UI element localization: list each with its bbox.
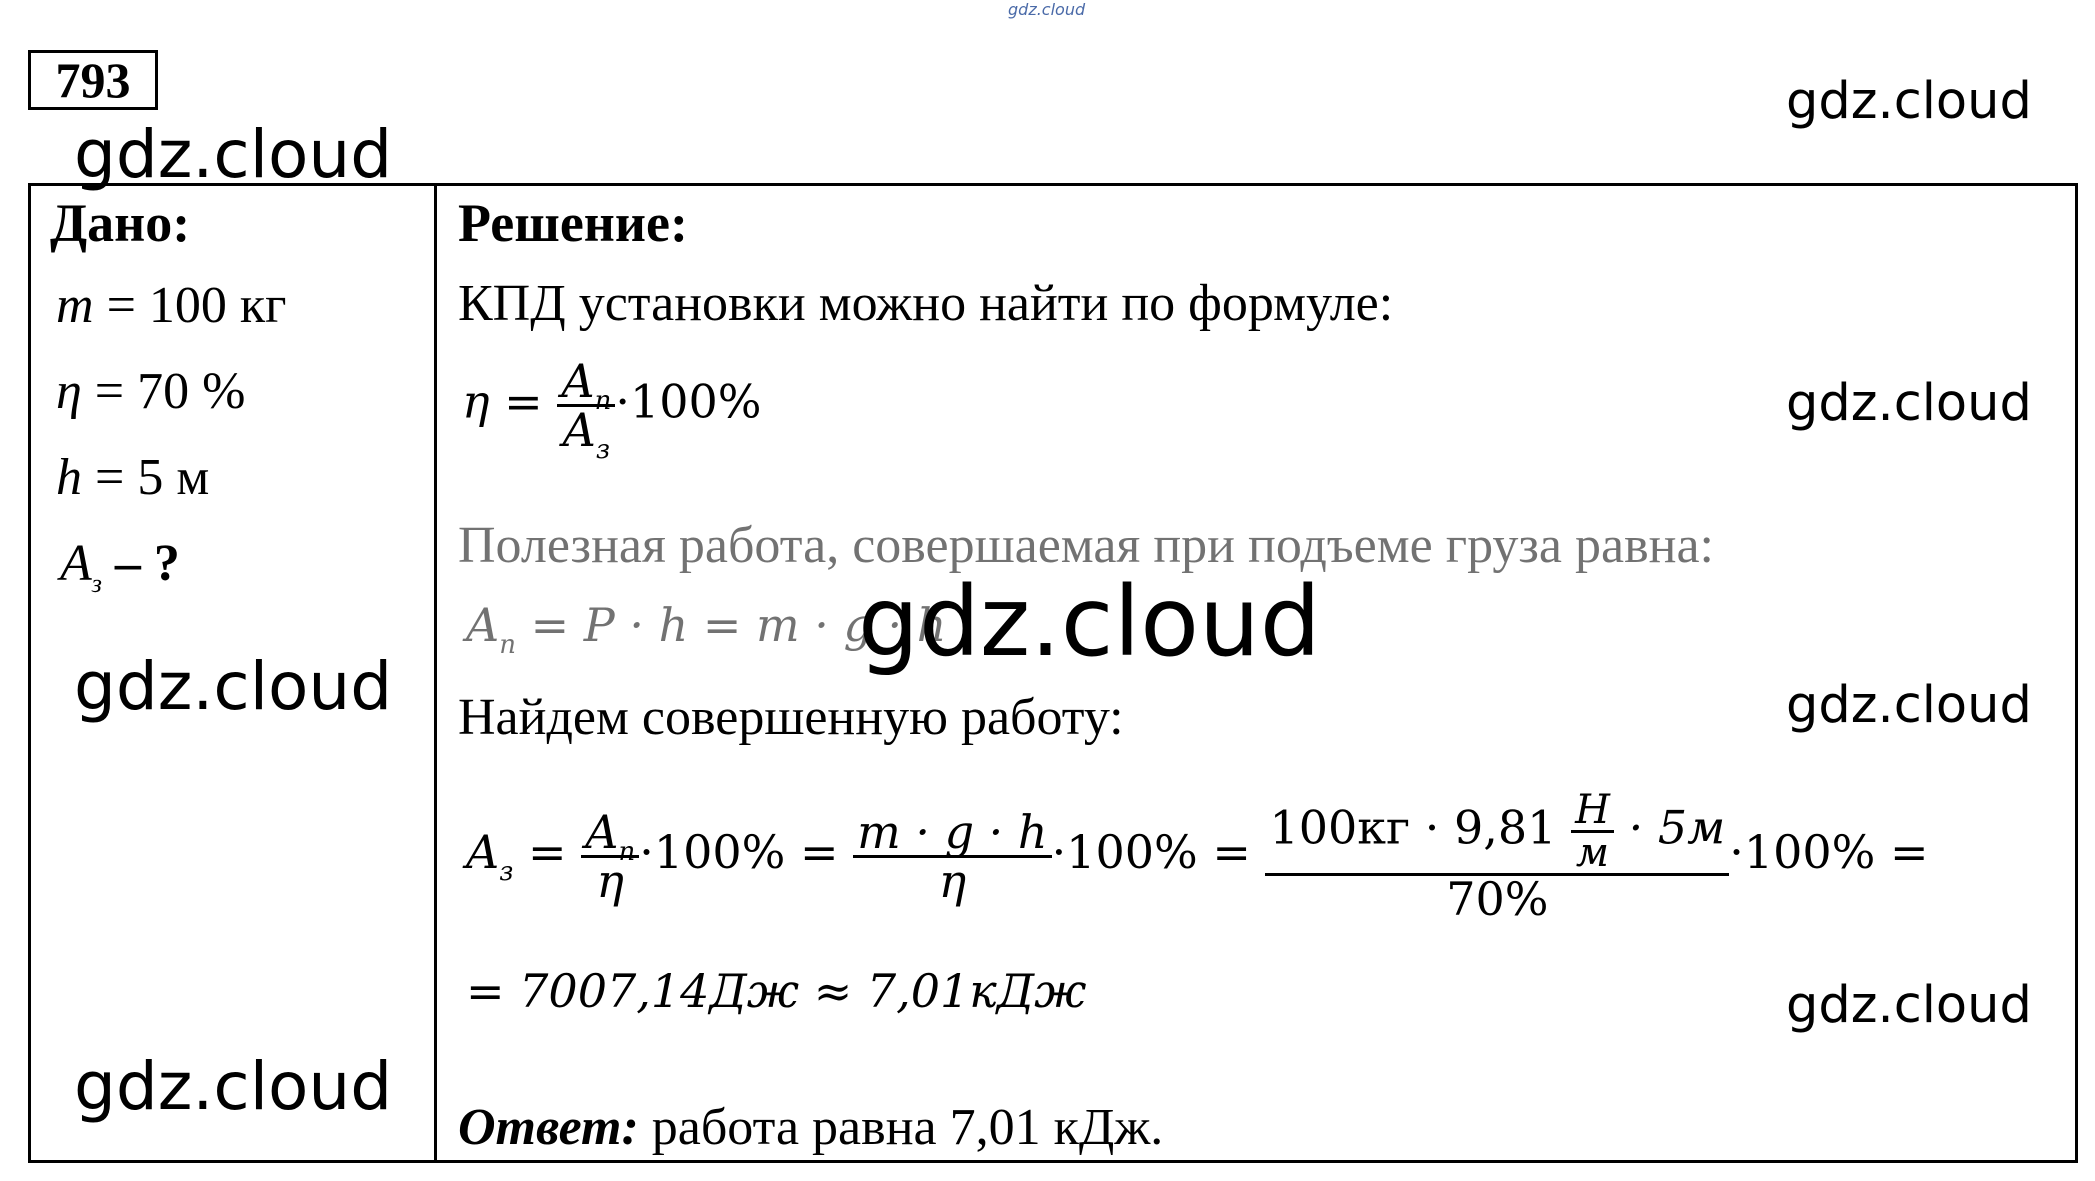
given-efficiency [56,363,246,420]
watermark: gdz.cloud [74,116,393,193]
unknown-mark: – ? [101,535,180,592]
solution-heading: Решение: [458,193,688,253]
unit-num: Н [1575,787,1610,833]
formula3-t3: ·100% = [1729,825,1929,879]
work-symbol: A [60,535,92,592]
formula3-fraction-1 [581,804,639,908]
given-unknown [60,535,180,598]
efficiency-value: = 70 % [81,363,246,420]
work-subscript: з [91,569,102,598]
formula3-t1: ·100% = [639,825,839,879]
watermark: gdz.cloud [1786,72,2032,131]
formula1-tail: ·100% [615,374,762,429]
height-symbol: h [56,449,82,506]
given-mass [56,277,287,334]
formula2-a-sub: п [499,630,516,660]
height-value: = 5 м [82,449,210,506]
formula3-f2-num: m · g · h [857,804,1048,859]
solution-line-2: Полезная работа, совершаемая при подъеме груза равна: [458,517,1714,574]
mass-symbol: m [56,277,94,334]
top-watermark: gdz.cloud [1008,0,1086,19]
formula1-num: A [561,354,595,408]
formula3-f1-num-sub: п [618,836,636,867]
efficiency-symbol: η [56,363,82,420]
watermark: gdz.cloud [1786,374,2032,433]
formula1-den: A [562,403,596,457]
answer-label: Ответ: [458,1099,639,1156]
formula1-den-sub: з [595,435,611,465]
watermark: gdz.cloud [1786,976,2032,1035]
formula3-lhs: A [466,825,500,879]
given-heading: Дано: [50,193,191,253]
watermark: gdz.cloud [858,566,1321,678]
formula3-f3-den: 70% [1446,872,1549,926]
formula3-eq1: = [528,825,567,879]
formula3-f2-den: η [938,853,967,908]
formula2-a: A [466,598,500,652]
formula3-f1-num: A [585,804,619,859]
unit-fraction [1571,787,1614,876]
answer-line [458,1099,1164,1156]
watermark: gdz.cloud [74,648,393,725]
watermark: gdz.cloud [1786,676,2032,735]
formula3-fraction-2 [853,804,1051,908]
efficiency-formula [462,354,762,465]
answer-text: работа равна 7,01 кДж. [638,1099,1164,1156]
total-work-formula [466,787,1929,926]
formula1-lhs: η = [462,374,543,429]
formula3-f3-num-b: · 5м [1628,800,1726,855]
formula1-fraction [557,354,615,465]
mass-value: = 100 кг [93,277,287,334]
unit-den: м [1575,830,1610,876]
watermark: gdz.cloud [74,1048,393,1125]
formula1-num-sub: п [594,386,612,416]
formula3-f1-den: η [596,853,624,908]
formula2-rest: = P · h = m · g · h [515,598,947,652]
formula3-lhs-sub: з [499,857,514,887]
formula3-f3-num-a: 100кг · 9,81 [1269,800,1557,855]
result-line: = 7007,14Дж ≈ 7,01кДж [466,964,1087,1018]
column-divider [434,183,437,1163]
solution-line-3: Найдем совершенную работу: [458,689,1124,746]
solution-line-1: КПД установки можно найти по формуле: [458,275,1394,332]
problem-number: 793 [28,50,158,110]
given-height [56,449,210,506]
formula3-t2: ·100% = [1051,825,1251,879]
formula3-fraction-3 [1265,787,1729,926]
